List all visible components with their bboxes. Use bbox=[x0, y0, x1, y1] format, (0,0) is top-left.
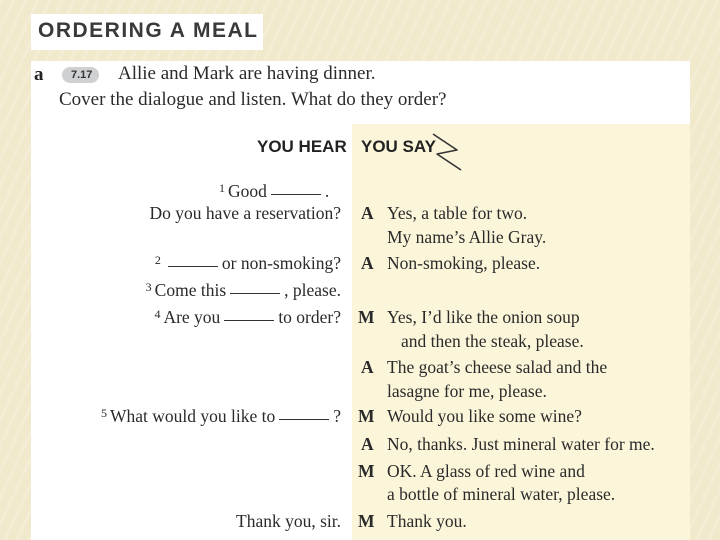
speaker-label: M bbox=[358, 461, 375, 481]
speaker-label: A bbox=[361, 357, 374, 377]
say-line: The goat’s cheese salad and the bbox=[387, 357, 608, 377]
speech-arrow-icon bbox=[431, 130, 465, 172]
hear-line-1b: Do you have a reservation? bbox=[149, 203, 341, 223]
gap-blank bbox=[224, 319, 274, 321]
hear-text: What would you like to bbox=[109, 406, 276, 426]
hear-text: ? bbox=[333, 406, 341, 426]
hear-line-5 bbox=[101, 406, 341, 427]
gap-blank bbox=[168, 265, 218, 267]
line-number: 2 bbox=[154, 253, 161, 267]
hear-text: Are you bbox=[163, 307, 221, 327]
say-line: Yes, a table for two. bbox=[387, 203, 528, 223]
say-line: No, thanks. Just mineral water for me. bbox=[387, 434, 655, 454]
instruction-line-2: Cover the dialogue and listen. What do they order? bbox=[59, 89, 447, 110]
hear-text: Come this bbox=[154, 280, 227, 300]
say-line: Non-smoking, please. bbox=[387, 253, 541, 273]
hear-text: . bbox=[324, 181, 330, 201]
line-number: 5 bbox=[100, 406, 107, 420]
say-line: and then the steak, please. bbox=[401, 331, 584, 351]
hear-line-1 bbox=[219, 181, 329, 202]
hear-line-3 bbox=[146, 280, 341, 301]
speaker-label: A bbox=[361, 203, 374, 223]
speaker-label: M bbox=[358, 307, 375, 327]
speaker-label: M bbox=[358, 406, 375, 426]
gap-blank bbox=[271, 193, 321, 195]
title-box bbox=[31, 14, 263, 50]
speaker-label: A bbox=[361, 434, 374, 454]
you-say-heading: YOU SAY bbox=[361, 137, 436, 156]
hear-text: to order? bbox=[278, 307, 341, 327]
say-line: My name’s Allie Gray. bbox=[387, 227, 547, 247]
you-hear-heading: YOU HEAR bbox=[257, 137, 347, 156]
speaker-label: A bbox=[361, 253, 374, 273]
say-line: Thank you. bbox=[387, 511, 467, 531]
hear-line-2 bbox=[155, 253, 341, 274]
hear-text: or non-smoking? bbox=[221, 253, 341, 273]
say-line: lasagne for me, please. bbox=[387, 381, 547, 401]
line-number: 1 bbox=[219, 181, 225, 195]
textbook-page bbox=[31, 61, 690, 540]
line-number: 4 bbox=[154, 307, 161, 321]
instruction-line-1: Allie and Mark are having dinner. bbox=[118, 63, 376, 84]
hear-line-4 bbox=[154, 307, 341, 328]
say-line: Would you like some wine? bbox=[387, 406, 582, 426]
slide-title: ORDERING A MEAL bbox=[38, 19, 259, 42]
say-line: a bottle of mineral water, please. bbox=[387, 484, 616, 504]
exercise-letter: a bbox=[34, 64, 44, 85]
speaker-label: M bbox=[358, 511, 375, 531]
say-line: Yes, I’d like the onion soup bbox=[387, 307, 580, 327]
audio-track-badge: 7.17 bbox=[62, 67, 99, 83]
hear-text: , please. bbox=[284, 280, 341, 300]
line-number: 3 bbox=[145, 280, 152, 294]
hear-text: Good bbox=[228, 181, 267, 201]
hear-line-6: Thank you, sir. bbox=[236, 511, 341, 531]
gap-blank bbox=[279, 418, 329, 420]
say-line: OK. A glass of red wine and bbox=[387, 461, 585, 481]
gap-blank bbox=[230, 292, 280, 294]
